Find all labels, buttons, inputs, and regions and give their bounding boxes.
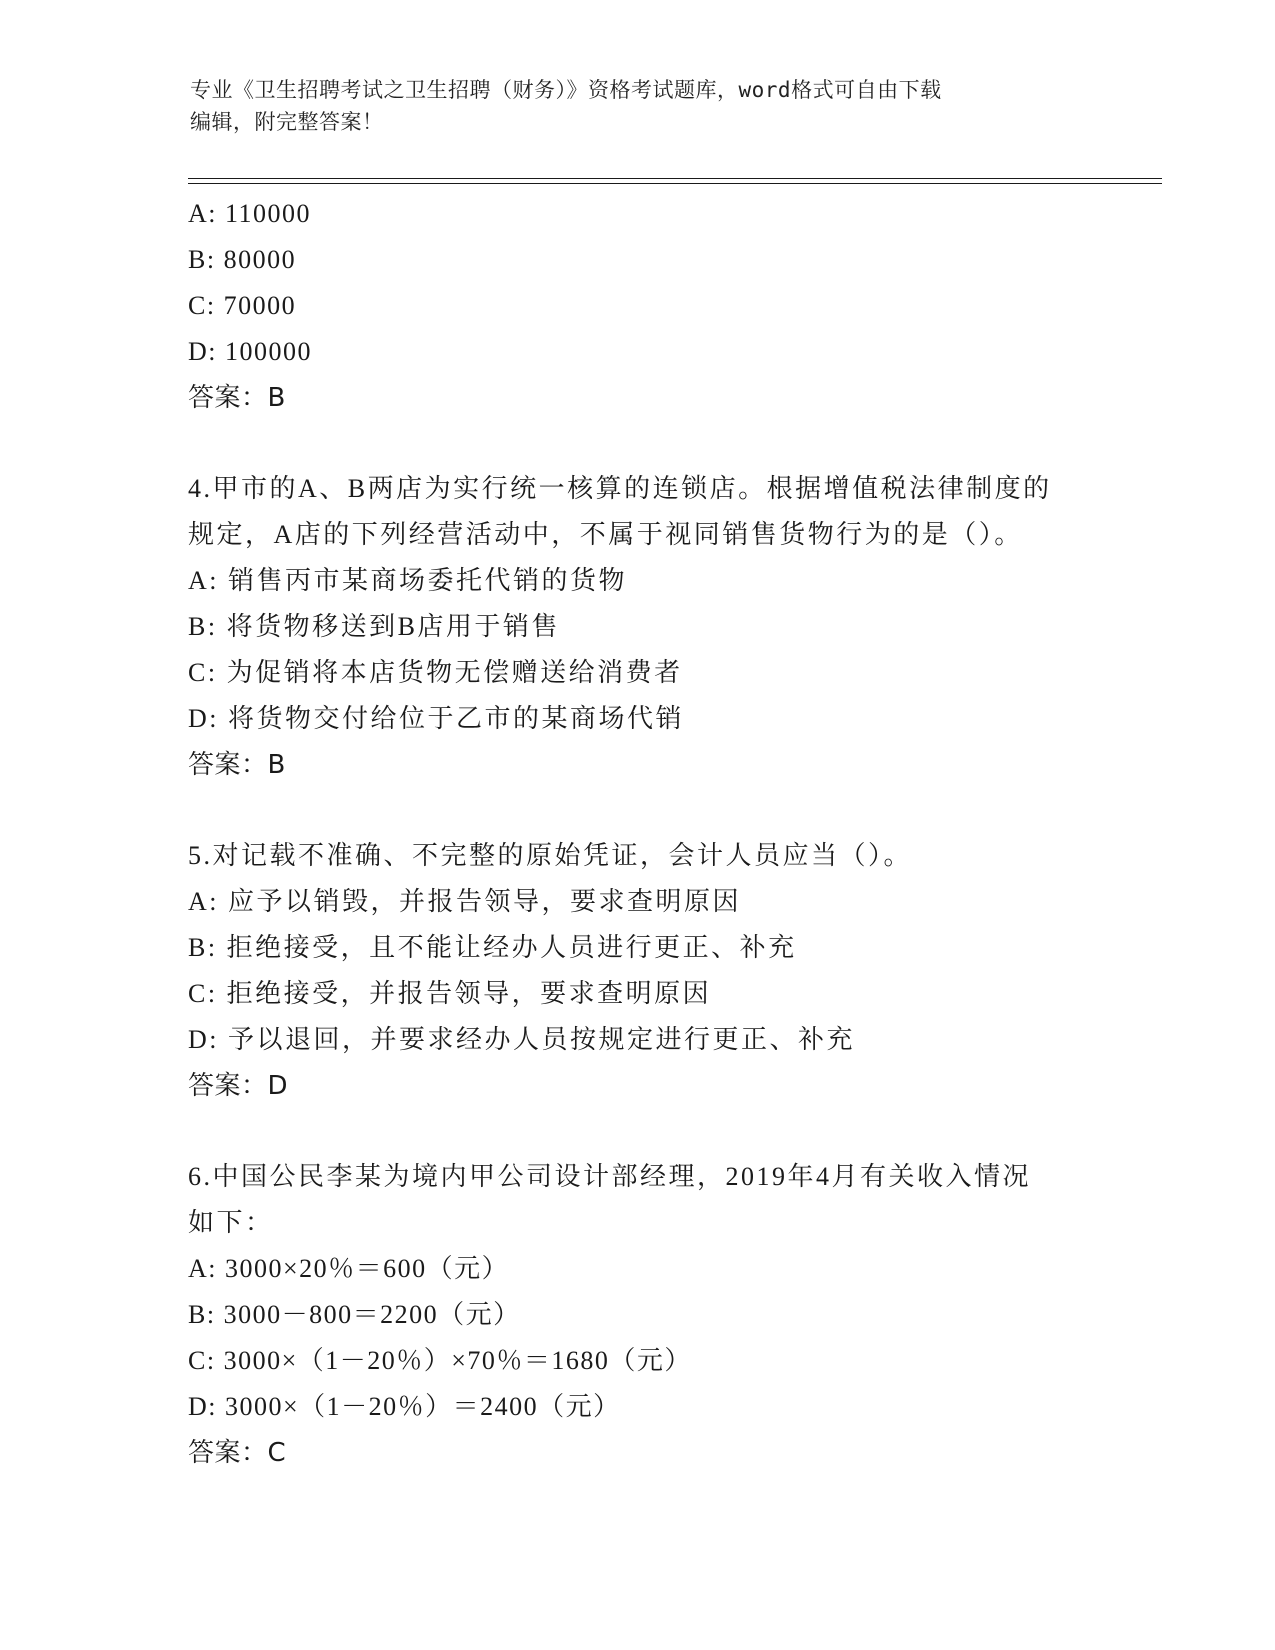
q6-stem-line-2: 如下： xyxy=(188,1208,274,1237)
q6-stem-line-1: 6.中国公民李某为境内甲公司设计部经理，2019年4月有关收入情况 xyxy=(188,1162,1032,1191)
question-content xyxy=(188,191,1088,1476)
question-4 xyxy=(188,466,1088,788)
q6-option-c: C: 3000×（1－20％）×70％＝1680（元） xyxy=(188,1346,692,1375)
q6-option-d: D: 3000×（1－20％）＝2400（元） xyxy=(188,1392,621,1421)
q4-answer: 答案：B xyxy=(188,750,286,780)
q5-answer: 答案：D xyxy=(188,1071,289,1101)
header-divider-top xyxy=(188,178,1162,179)
q4-stem-line-2: 规定，A店的下列经营活动中，不属于视同销售货物行为的是（）。 xyxy=(188,520,1023,549)
header-line-1: 专业《卫生招聘考试之卫生招聘（财务）》资格考试题库，word格式可自由下载 xyxy=(190,78,942,102)
document-header xyxy=(190,74,1090,138)
q4-stem-line-1: 4.甲市的A、B两店为实行统一核算的连锁店。根据增值税法律制度的 xyxy=(188,474,1052,503)
q5-stem-line-1: 5.对记载不准确、不完整的原始凭证，会计人员应当（）。 xyxy=(188,841,913,870)
q3-option-d: D: 100000 xyxy=(188,337,312,366)
q5-option-c: C: 拒绝接受，并报告领导，要求查明原因 xyxy=(188,979,712,1008)
q5-option-d: D: 予以退回，并要求经办人员按规定进行更正、补充 xyxy=(188,1025,856,1054)
q4-option-c: C: 为促销将本店货物无偿赠送给消费者 xyxy=(188,658,683,687)
q4-option-b: B: 将货物移送到B店用于销售 xyxy=(188,612,560,641)
q3-option-b: B: 80000 xyxy=(188,245,297,274)
question-5 xyxy=(188,833,1088,1109)
q3-option-a: A: 110000 xyxy=(188,199,312,228)
q6-answer: 答案：C xyxy=(188,1438,287,1468)
q4-option-d: D: 将货物交付给位于乙市的某商场代销 xyxy=(188,704,685,733)
q4-option-a: A: 销售丙市某商场委托代销的货物 xyxy=(188,566,628,595)
q6-option-b: B: 3000－800＝2200（元） xyxy=(188,1300,521,1329)
question-3 xyxy=(188,191,1088,421)
spacer xyxy=(188,1109,1088,1154)
spacer xyxy=(188,421,1088,466)
q5-option-a: A: 应予以销毁，并报告领导，要求查明原因 xyxy=(188,887,742,916)
question-6 xyxy=(188,1154,1088,1476)
q5-option-b: B: 拒绝接受，且不能让经办人员进行更正、补充 xyxy=(188,933,797,962)
q3-answer: 答案：B xyxy=(188,383,286,413)
spacer xyxy=(188,788,1088,833)
q3-option-c: C: 70000 xyxy=(188,291,297,320)
header-divider-bottom xyxy=(188,183,1162,184)
header-line-2: 编辑，附完整答案！ xyxy=(190,110,384,134)
q6-option-a: A: 3000×20％＝600（元） xyxy=(188,1254,510,1283)
